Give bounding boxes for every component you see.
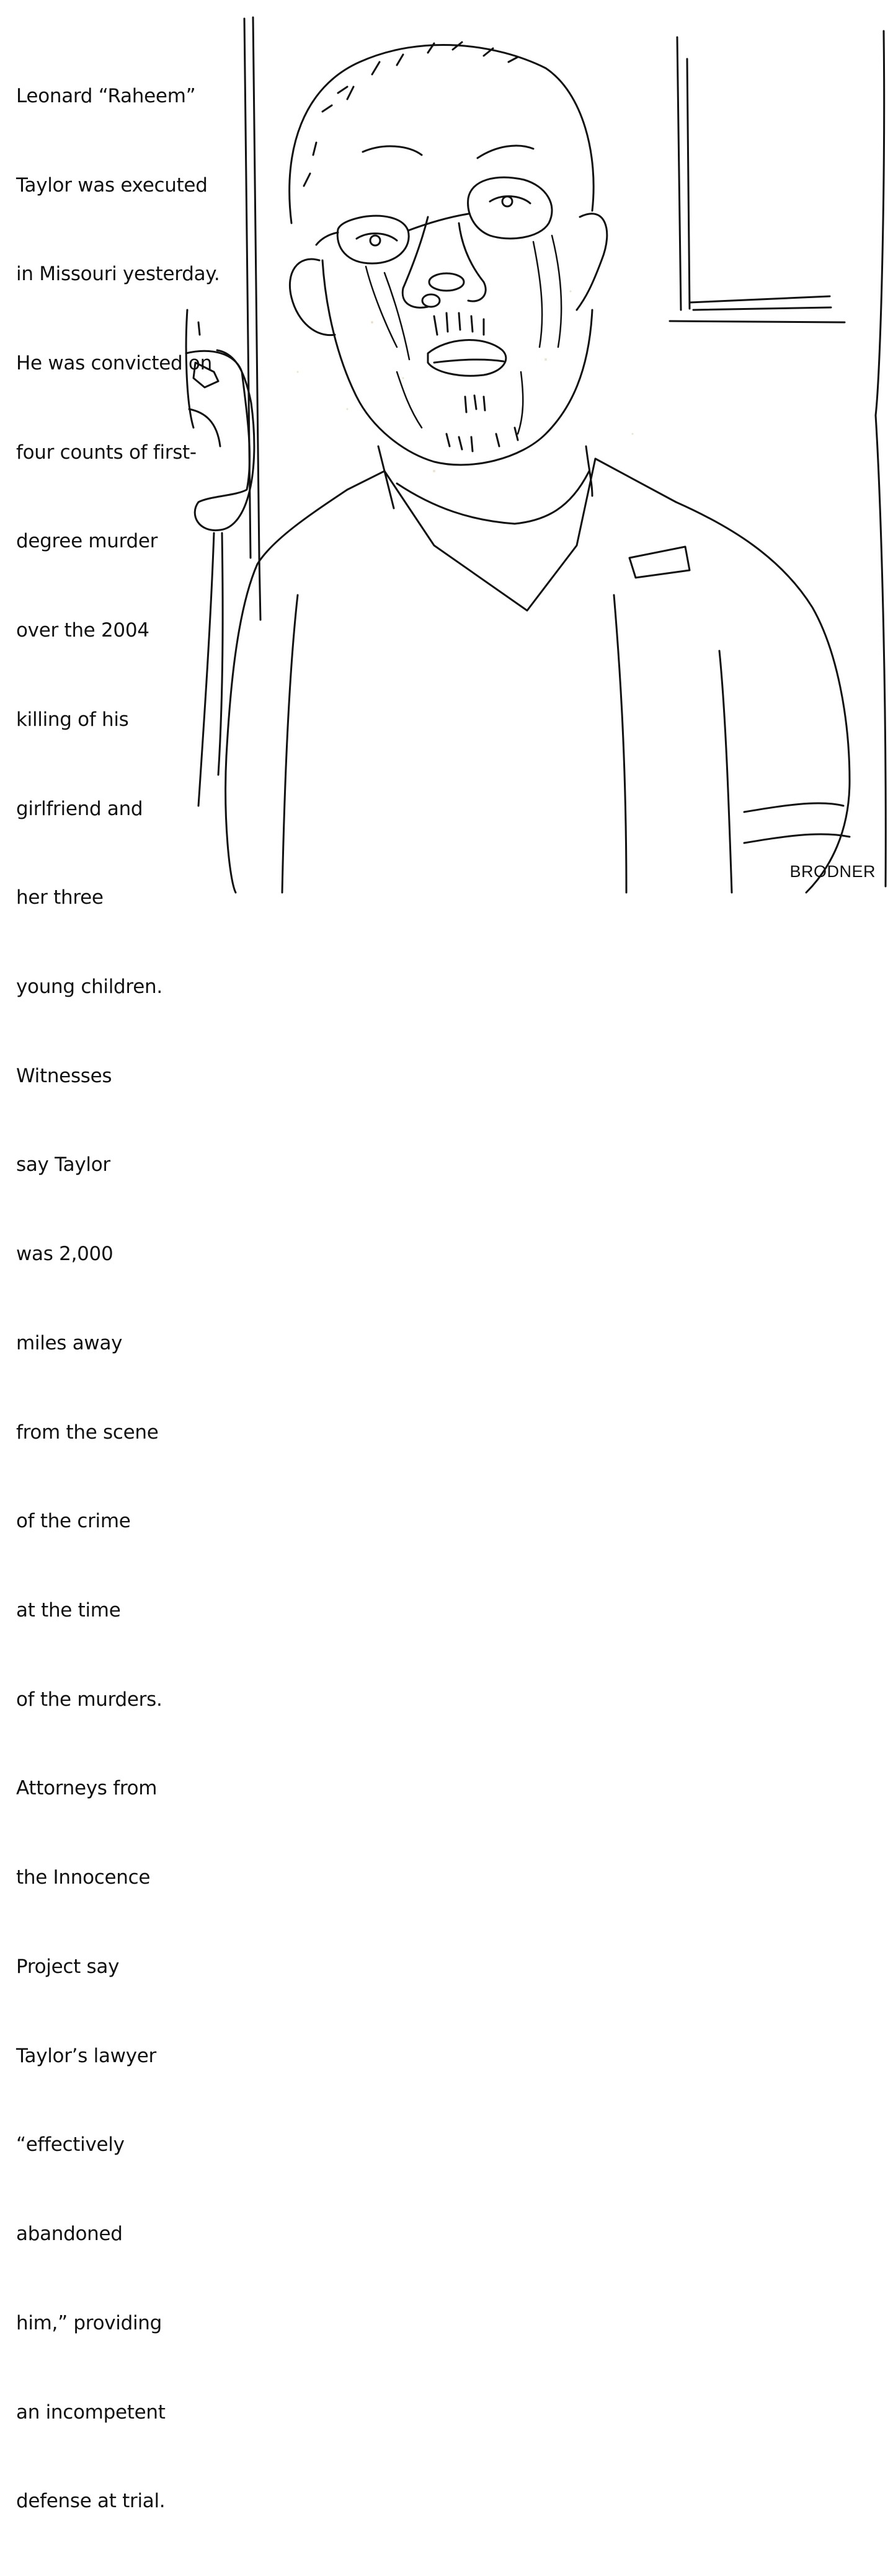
artist-signature: BRODNER xyxy=(789,862,876,881)
paper-speckles xyxy=(297,291,634,473)
caption-line: He was convicted on xyxy=(16,351,212,374)
eyebrows xyxy=(363,146,533,158)
face-lines xyxy=(366,236,561,434)
caption-line: of the crime xyxy=(16,1510,131,1533)
shirt xyxy=(226,446,850,893)
head xyxy=(290,42,607,465)
window-frame xyxy=(670,37,845,322)
caption-line: from the scene xyxy=(16,1421,159,1444)
caption-line: Taylor was executed xyxy=(16,174,208,196)
caption-line: killing of his xyxy=(16,708,129,731)
caption-line: defense at trial. xyxy=(16,2490,166,2513)
caption-line: girlfriend and xyxy=(16,797,143,820)
caption-line: Taylor’s lawyer xyxy=(16,2044,156,2067)
mouth xyxy=(428,313,518,451)
caption-line: degree murder xyxy=(16,530,158,553)
caption-line: of the murders. xyxy=(16,1688,162,1711)
caption-line: Witnesses xyxy=(16,1064,112,1087)
caption-text xyxy=(16,22,252,2576)
caption-line: abandoned xyxy=(16,2223,123,2246)
glasses xyxy=(316,177,552,263)
caption-line: say Taylor xyxy=(16,1153,110,1176)
caption-line: him,” providing xyxy=(16,2311,162,2334)
caption-line: at the time xyxy=(16,1599,121,1622)
caption-line: Project say xyxy=(16,1955,120,1978)
caption-line: an incompetent xyxy=(16,2401,166,2424)
wall-edge xyxy=(876,31,886,886)
caption-line: Attorneys from xyxy=(16,1777,158,1800)
caption-line: the Innocence xyxy=(16,1866,151,1889)
caption-line: her three xyxy=(16,886,104,909)
caption-line: Leonard “Raheem” xyxy=(16,84,196,107)
caption-line: over the 2004 xyxy=(16,619,149,642)
nose xyxy=(402,217,486,307)
caption-line: in Missouri yesterday. xyxy=(16,263,220,286)
caption-line: miles away xyxy=(16,1331,123,1354)
caption-line: was 2,000 xyxy=(16,1243,113,1266)
caption-line: four counts of first- xyxy=(16,441,197,464)
caption-line: young children. xyxy=(16,976,162,998)
caption-line: “effectively xyxy=(16,2133,125,2156)
